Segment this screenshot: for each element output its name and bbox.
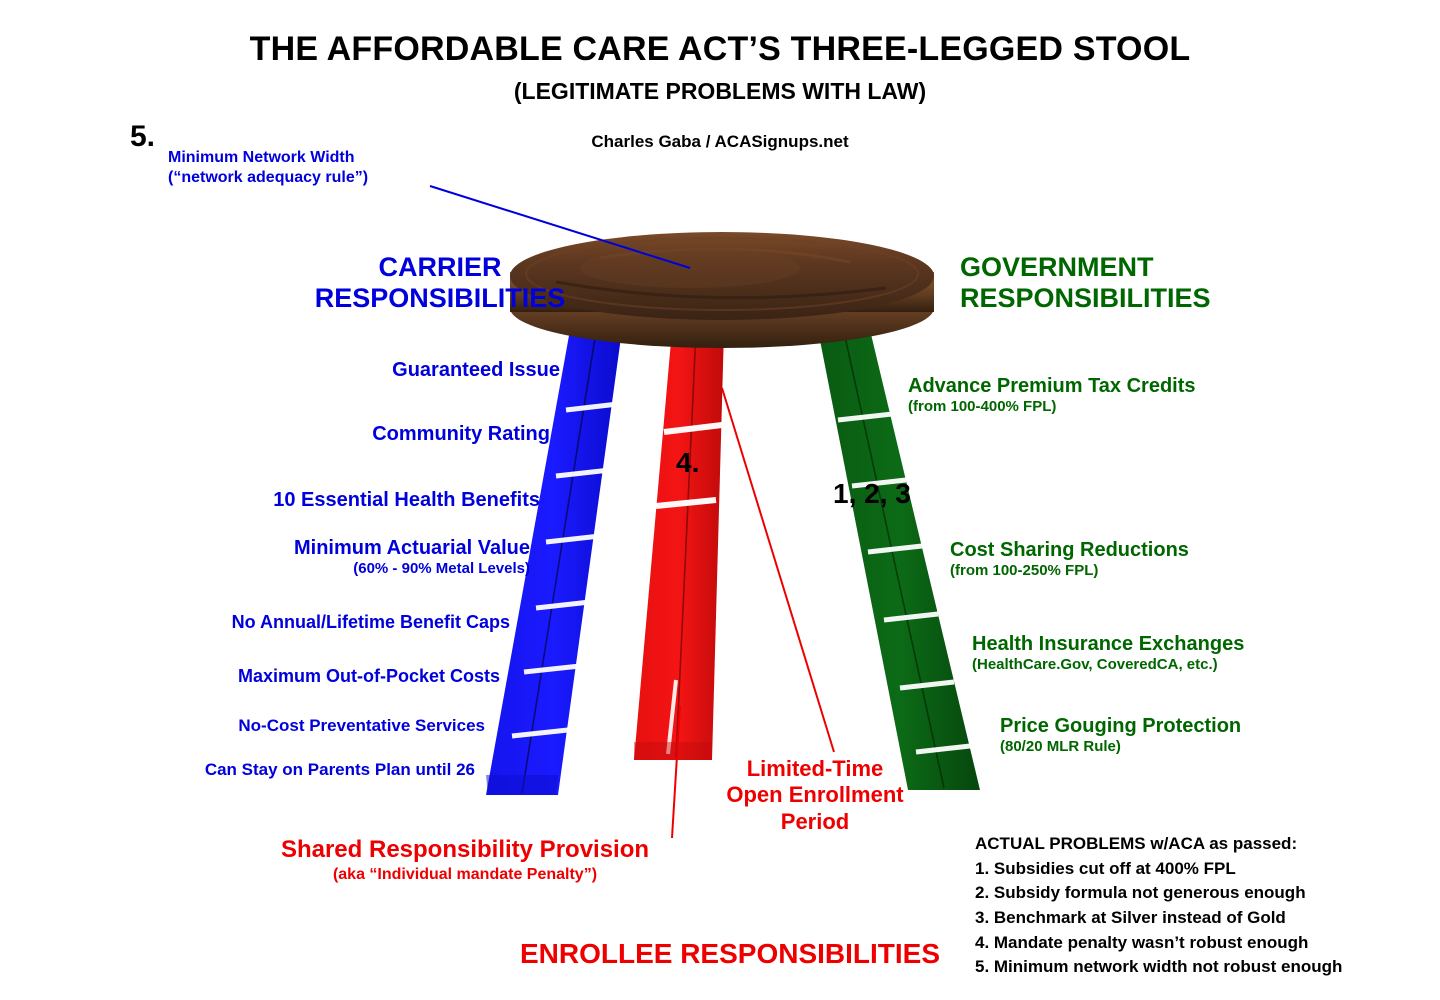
network-width-line2: (“network adequacy rule”)	[168, 169, 369, 186]
government-item-0	[908, 374, 1208, 416]
enrollee-item-0-label: Limited-Time Open Enrollment Period	[726, 756, 904, 834]
problems-item-2: 3. Benchmark at Silver instead of Gold	[975, 907, 1286, 927]
carrier-item-0	[160, 358, 560, 382]
government-item-3-label: Price Gouging Protection	[1000, 715, 1242, 737]
carrier-item-3-sub: (60% - 90% Metal Levels)	[353, 560, 530, 577]
government-item-1	[950, 538, 1280, 580]
government-item-2-label: Health Insurance Exchanges	[972, 633, 1245, 655]
carrier-item-2-label: 10 Essential Health Benefits	[273, 489, 540, 511]
enrollee-heading: ENROLLEE RESPONSIBILITIES	[519, 938, 941, 969]
carrier-item-7-label: Can Stay on Parents Plan until 26	[204, 760, 475, 779]
carrier-item-0-label: Guaranteed Issue	[392, 359, 560, 381]
government-item-1-sub: (from 100-250% FPL)	[950, 562, 1099, 579]
government-item-3-sub: (80/20 MLR Rule)	[1000, 738, 1121, 755]
government-heading: GOVERNMENT RESPONSIBILITIES	[960, 252, 1211, 314]
enrollee-item-1-sub: (aka “Individual mandate Penalty”)	[332, 865, 598, 883]
carrier-item-6-label: No-Cost Preventative Services	[238, 716, 485, 735]
credit-line: Charles Gaba / ACASignups.net	[591, 132, 849, 151]
government-item-2-sub: (HealthCare.Gov, CoveredCA, etc.)	[972, 656, 1218, 673]
carrier-item-7	[80, 760, 475, 780]
enrollee-item-1-label: Shared Responsibility Provision	[280, 836, 650, 863]
carrier-item-6	[90, 716, 485, 736]
carrier-item-1-label: Community Rating	[372, 423, 550, 445]
carrier-item-3-label: Minimum Actuarial Value	[294, 537, 530, 559]
network-width-line1: Minimum Network Width	[168, 149, 355, 166]
problems-item-1: 2. Subsidy formula not generous enough	[975, 883, 1306, 903]
marker-one-two-three: 1, 2, 3	[833, 478, 911, 509]
marker-five: 5.	[130, 120, 156, 153]
problems-item-4: 5. Minimum network width not robust enough	[975, 957, 1343, 977]
government-item-0-label: Advance Premium Tax Credits	[908, 375, 1196, 397]
enrollment-pointer-line	[722, 388, 834, 752]
carrier-item-4	[90, 612, 510, 634]
marker-four: 4.	[676, 447, 700, 478]
enrollee-item-0	[720, 756, 910, 835]
carrier-item-5-label: Maximum Out-of-Pocket Costs	[237, 666, 500, 686]
problems-heading: ACTUAL PROBLEMS w/ACA as passed:	[975, 834, 1298, 853]
problems-list	[975, 832, 1425, 980]
carrier-heading: CARRIER RESPONSIBILITIES	[314, 252, 566, 314]
enrollee-item-1	[240, 836, 690, 884]
network-width-callout	[168, 148, 458, 188]
carrier-item-3	[100, 536, 530, 578]
page-title: THE AFFORDABLE CARE ACT’S THREE-LEGGED STOOL	[249, 30, 1191, 68]
government-item-2	[972, 632, 1322, 674]
government-item-3	[1000, 714, 1330, 756]
carrier-item-5	[90, 666, 500, 688]
problems-item-3: 4. Mandate penalty wasn’t robust enough	[975, 932, 1309, 952]
page-subtitle: (LEGITIMATE PROBLEMS WITH LAW)	[513, 78, 927, 104]
government-item-0-sub: (from 100-400% FPL)	[908, 398, 1057, 415]
problems-item-0: 1. Subsidies cut off at 400% FPL	[975, 858, 1236, 878]
carrier-item-1	[140, 422, 550, 446]
government-item-1-label: Cost Sharing Reductions	[950, 539, 1189, 561]
carrier-item-4-label: No Annual/Lifetime Benefit Caps	[231, 612, 510, 632]
carrier-item-2	[110, 488, 540, 512]
enrollee-leg	[634, 330, 724, 760]
